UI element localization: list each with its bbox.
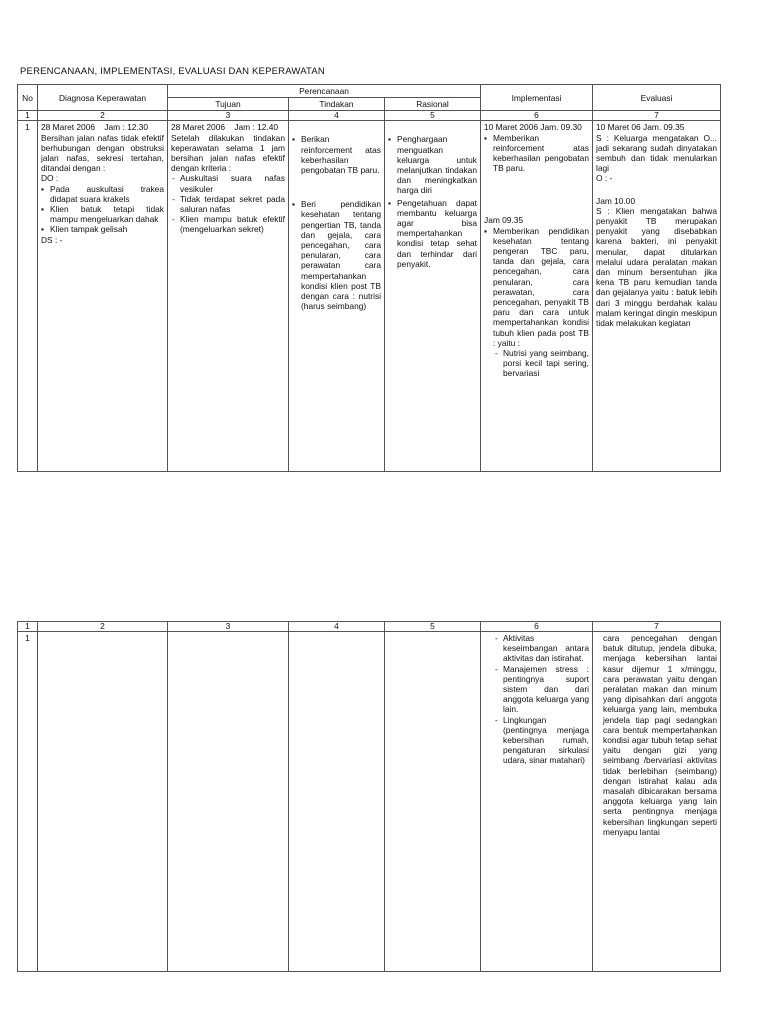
col-number: 7: [593, 111, 721, 121]
evaluasi-subjective: S : Klien mengatakan bahwa penyakit TB merupakan penyakit yang disebabkan karena bakteri, ini penyakit menular, dapat ditularkan melalui udara peralatan makan dan minum bersentuhan jika kena TB paru kemudian tanda dan gejalanya yaitu : batuk lebih dari 3 minggu berdahak kalau malam keringat dingin meskipun tidak melakukan kegiatan: [596, 205, 717, 329]
tindakan-cell: [289, 632, 385, 972]
diagnosa-cell: [38, 121, 168, 472]
header-diagnosa: Diagnosa Keperawatan: [38, 85, 168, 111]
tujuan-cell: [168, 632, 289, 972]
list-item: ▪ Penghargaan menguatkan keluarga untuk melanjutkan tindakan dan meningkatkan harga diri: [397, 134, 477, 195]
evaluasi-cell: [593, 632, 721, 972]
ds-label: DS : -: [41, 234, 63, 245]
implementasi-sublist: [484, 348, 589, 379]
do-label: DO :: [41, 173, 59, 184]
do-list: [41, 184, 164, 235]
diagnosa-text: Bersihan jalan nafas tidak efektif berhubungan dengan obstruksi jalan nafas, sekresi tertahan, ditandai dengan :: [41, 132, 164, 174]
diagnosa-cell: [38, 632, 168, 972]
col-number: 4: [289, 111, 385, 121]
col-number: 6: [481, 622, 593, 632]
list-item: ▪ Klien tampak gelisah: [50, 224, 164, 234]
col-number: 4: [289, 622, 385, 632]
list-item: ▪ Memberikan reinforcement atas keberhasilan pengobatan TB paru.: [493, 133, 589, 174]
list-item: ▪ Pada auskultasi trakea didapat suara krakels: [50, 184, 164, 204]
implementasi-list: [484, 226, 589, 348]
implementasi-cell: [481, 121, 593, 472]
list-item: ▪ Klien batuk tetapi tidak mampu mengeluarkan dahak: [50, 204, 164, 224]
header-tindakan: Tindakan: [289, 98, 385, 111]
list-item: - Klien mampu batuk efektif (mengeluarkan sekret): [180, 214, 285, 234]
tujuan-criteria-list: [171, 173, 285, 234]
care-plan-table-page-2: [17, 621, 721, 972]
implementasi-list: [484, 133, 589, 174]
implementasi-sublist: [484, 633, 589, 766]
col-number: 7: [593, 622, 721, 632]
list-item: - Auskultasi suara nafas vesikuler: [180, 173, 285, 193]
care-plan-table-page-1: [17, 84, 721, 472]
evaluasi-subjective: S : Keluarga mengatakan O... jadi sekarang sudah dinyatakan sembuh dan tidak menularkan lagi: [596, 132, 717, 174]
tujuan-text: Setelah dilakukan tindakan keperawatan selama 1 jam bersihan jalan nafas efektif dengan kriteria :: [171, 132, 285, 174]
implementasi-head: 10 Maret 2006 Jam. 09.30: [484, 122, 582, 133]
col-number: 5: [385, 622, 481, 632]
col-number: 2: [38, 111, 168, 121]
list-item: - Lingkungan (pentingnya menjaga kebersihan rumah, pengaturan sirkulasi udara, sinar matahari): [503, 715, 589, 766]
col-number: 5: [385, 111, 481, 121]
rasional-list: [388, 134, 477, 269]
list-item: - Nutrisi yang seimbang, porsi kecil tapi sering, bervariasi: [503, 348, 589, 379]
tujuan-cell: [168, 121, 289, 472]
rasional-cell: [385, 121, 481, 472]
col-number: 2: [38, 622, 168, 632]
list-item: - Manajemen stress : pentingnya suport sistem dan dari anggota keluarga yang lain.: [503, 664, 589, 715]
implementasi-cell: [481, 632, 593, 972]
evaluasi-head: Jam 10.00: [596, 195, 636, 206]
col-number: 6: [481, 111, 593, 121]
diagnosa-datetime: 28 Maret 2006 Jam : 12.30: [41, 122, 149, 133]
rasional-cell: [385, 632, 481, 972]
document-title: PERENCANAAN, IMPLEMENTASI, EVALUASI DAN KEPERAWATAN: [20, 66, 325, 77]
header-no: No: [18, 85, 38, 111]
list-item: - Aktivitas keseimbangan antara aktivitas dan istirahat.: [503, 633, 589, 664]
header-tujuan: Tujuan: [168, 98, 289, 111]
tindakan-list: [292, 134, 381, 311]
list-item: ▪ Berikan reinforcement atas keberhasilan pengobatan TB paru.: [301, 134, 381, 175]
list-item: ▪ Beri pendidikan kesehatan tentang pengertian TB, tanda dan gejala, cara pencegahan, cara penularan, cara perawatan cara mempertahankan kondisi klien post TB dengan cara : nutrisi (harus seimbang): [301, 199, 381, 311]
col-number: 1: [18, 111, 38, 121]
list-item: - Tidak terdapat sekret pada saluran nafas: [180, 194, 285, 214]
col-number: 3: [168, 111, 289, 121]
row-number: 1: [18, 121, 38, 472]
evaluasi-objective: O : -: [596, 173, 613, 184]
header-implementasi: Implementasi: [481, 85, 593, 111]
tindakan-cell: [289, 121, 385, 472]
evaluasi-head: 10 Maret 06 Jam. 09.35: [596, 122, 685, 133]
header-perencanaan: Perencanaan: [168, 85, 481, 98]
evaluasi-text: cara pencegahan dengan batuk ditutup, jendela dibuka, menjaga kebersihan lantai kasur dijemur 1 x/minggu, cara perawatan yaitu dengan peralatan makan dan minum yang dipisahkan dari anggota keluarga yang lain, membuka jendela tiap pagi sedangkan cara bentuk mempertahankan kondisi agar tubuh tetap sehat yaitu dengan gizi yang seimbang /bervariasi aktivitas tidak berlebihan (seimbang) dengan istirahat kalau ada masalah dibicarakan bersama anggota keluarga yang lain serta pentingnya menjaga kebersihan lingkungan seperti menyapu lantai: [603, 633, 717, 837]
col-number: 1: [18, 622, 38, 632]
tujuan-datetime: 28 Maret 2006 Jam : 12.40: [171, 122, 279, 133]
implementasi-head: Jam 09.35: [484, 215, 524, 226]
evaluasi-cell: [593, 121, 721, 472]
col-number: 3: [168, 622, 289, 632]
header-rasional: Rasional: [385, 98, 481, 111]
list-item: ▪ Memberikan pendidikan kesehatan tentang pengeran TBC paru, tanda dan gejala, cara pencegahan, cara penularan, cara perawatan, cara pencegahan, penyakit TB paru dan cara untuk mempertahankan kondisi tubuh klien pada post TB : yaitu :: [493, 226, 589, 348]
row-number: 1: [18, 632, 38, 972]
header-evaluasi: Evaluasi: [593, 85, 721, 111]
list-item: ▪ Pengetahuan dapat membantu keluarga agar bisa mempertahankan kondisi tetap sehat dan terhindar dari penyakit.: [397, 198, 477, 269]
